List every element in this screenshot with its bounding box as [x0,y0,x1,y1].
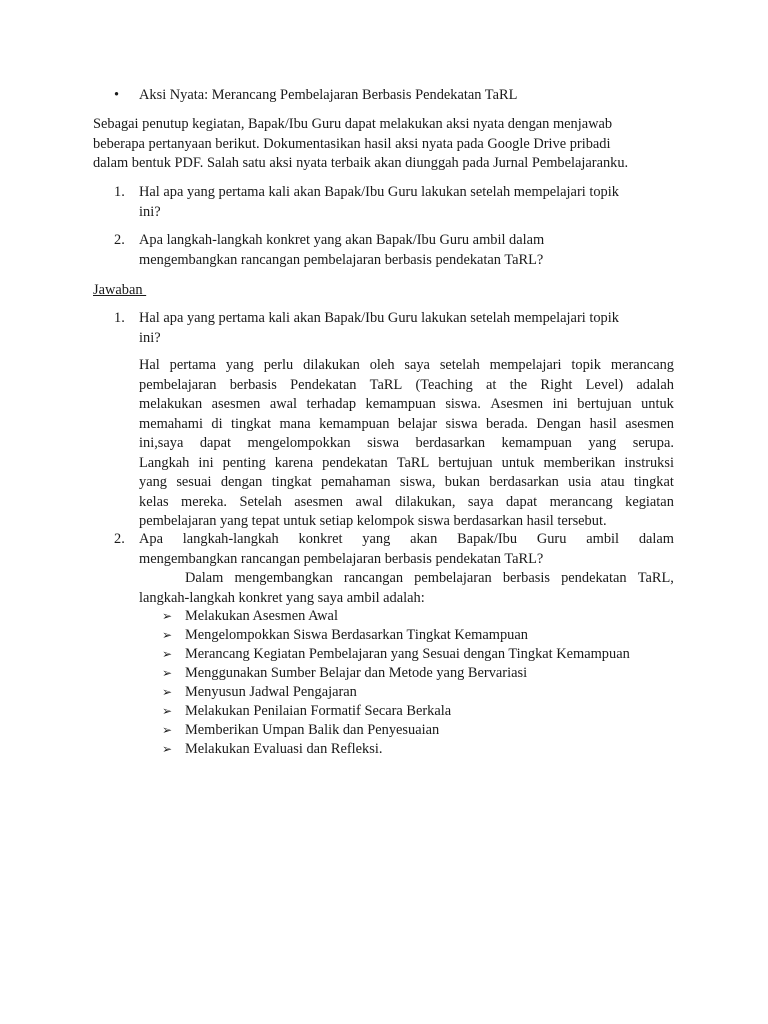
word: berbasis [229,376,277,393]
word: kemampuan [319,415,390,432]
word: langkah-langkah [182,531,279,547]
question-line: mengembangkan rancangan pembelajaran berbasis pendekatan TaRL? [139,550,544,567]
word: Level) [585,376,624,393]
word: berada. [485,415,528,432]
answer-line: pembelajaran yang tepat untuk setiap kelompok siswa berdasarkan hasil tersebut. [139,513,607,529]
step-text: Merancang Kegiatan Pembelajaran yang Sesuai dengan Tingkat Kemampuan [185,646,630,662]
word: pemahaman [321,474,391,490]
word: the [509,376,528,393]
answer-1-question [114,309,676,348]
steps-list [162,607,682,759]
question-2 [114,231,676,270]
arrow-bullet-icon: ➢ [162,647,173,661]
word: oleh [369,357,395,373]
word: berbasis [502,570,550,586]
arrow-bullet-icon: ➢ [162,704,173,718]
word: memberikan [543,454,616,471]
step-text: Menyusun Jadwal Pengajaran [185,684,357,700]
word: awal [355,493,383,510]
word: karena [274,454,314,471]
word: mana [279,415,311,432]
word: hasil [589,415,617,432]
word: mempelajari [489,357,562,373]
word: dilakukan [303,357,360,373]
word: siswa. [445,396,481,412]
answer-line [139,395,674,415]
intro-line [139,569,674,589]
word: penting [222,454,266,471]
arrow-bullet-icon: ➢ [162,628,173,642]
word: pendekatan [561,570,627,586]
word: memahami [139,415,203,432]
step-text: Memberikan Umpan Balik dan Penyesuaian [185,722,440,738]
word: Langkah [139,454,190,471]
answer-line [139,434,674,454]
word: di [211,415,223,432]
word: Dengan [536,415,582,432]
answer-line [139,493,674,513]
word: Pendekatan [290,376,357,393]
word: pertama [169,357,216,373]
arrow-bullet-icon: ➢ [162,609,173,623]
word: asesmen [625,415,674,432]
answer-line [139,454,674,474]
arrow-bullet-icon: ➢ [162,742,173,756]
word: (Teaching [415,376,473,393]
word: mengelompokkan [247,435,351,451]
word: ini [198,454,214,471]
word: TaRL [396,454,430,471]
word: Dalam [185,570,224,586]
word: topik [571,357,602,373]
word: awal [269,396,298,412]
word: yang [588,435,617,451]
word: asesmen [294,493,344,510]
word: TaRL, [637,570,674,586]
step-text: Mengelompokkan Siswa Berdasarkan Tingkat Kemampuan [185,627,528,643]
word: dalam [638,531,674,547]
word: kelas [139,493,169,510]
intro-line: langkah-langkah konkret yang saya ambil adalah: [139,589,425,606]
word: akan [410,531,438,547]
question-line: ini? [139,203,161,220]
word: bertujuan [438,454,493,471]
word: ini,saya [139,435,184,451]
list-item [162,645,682,664]
jawaban-label: Jawaban [93,282,147,298]
question-1 [114,183,676,222]
word: terhadap [306,396,357,412]
word: Bapak/Ibu [457,531,518,547]
word: dengan [220,474,263,490]
word: adalah [636,376,674,393]
answer-line [139,356,674,376]
arrow-bullet-icon: ➢ [162,685,173,699]
word: pendekatan [322,454,388,471]
word: usia [568,474,592,490]
word: kegiatan [625,493,674,510]
word: dilakukan, [395,493,456,510]
section-heading-text: Aksi Nyata: Merancang Pembelajaran Berbasis Pendekatan TaRL [139,87,518,103]
word: rancangan [343,570,404,586]
word: Hal [139,357,160,373]
word: konkret [298,531,343,547]
intro-paragraph [93,115,677,174]
word: pembelajaran [414,570,492,586]
word: asesmen [211,396,261,412]
word: dapat [505,493,538,510]
word: Apa [139,531,163,547]
list-item [162,607,682,626]
question-line: Apa langkah-langkah konkret yang akan Bapak/Ibu Guru ambil dalam [139,232,545,248]
word: mengembangkan [234,570,333,586]
list-number: 1. [114,184,125,200]
answer-2-question [114,530,676,569]
word: Guru [536,531,567,547]
question-line [139,530,674,550]
step-text: Melakukan Penilaian Formatif Secara Berkala [185,703,452,719]
word: berdasarkan [415,435,486,451]
word: instruksi [624,454,674,471]
word: mereka. [181,493,227,510]
answer-line [139,415,674,435]
word: dapat [199,435,232,451]
word: pembelajaran [139,376,217,393]
word: setelah [439,357,480,373]
word: Setelah [239,493,282,510]
question-line: mengembangkan rancangan pembelajaran berbasis pendekatan TaRL? [139,251,544,268]
list-item [162,683,682,702]
step-text: Melakukan Evaluasi dan Refleksi. [185,741,383,757]
word: Asesmen [490,396,544,412]
answer-line [139,376,674,396]
word: TaRL [369,376,403,393]
word: merancang [549,493,613,510]
word: ambil [586,531,620,547]
word: siswa, [399,474,436,490]
word: bertujuan [577,396,632,412]
word: tingkat [633,474,674,490]
word: yang [225,357,254,373]
word: bukan [444,474,480,490]
answer-2-intro [139,569,674,608]
list-item [162,702,682,721]
word: serupa. [632,435,674,451]
intro-line: beberapa pertanyaan berikut. Dokumentasikan hasil aksi nyata pada Google Drive pribadi [93,135,611,152]
word: melakukan [139,396,203,412]
question-line: Hal apa yang pertama kali akan Bapak/Ibu Guru lakukan setelah mempelajari topik [139,184,619,200]
question-line: ini? [139,329,161,346]
intro-line: dalam bentuk PDF. Salah satu aksi nyata terbaik akan diunggah pada Jurnal Pembelajaranku. [93,155,629,171]
question-line: Hal apa yang pertama kali akan Bapak/Ibu Guru lakukan setelah mempelajari topik [139,310,619,326]
list-item [162,626,682,645]
list-item [162,740,682,759]
word: siswa [367,435,400,451]
arrow-bullet-icon: ➢ [162,723,173,737]
word: untuk [501,454,535,471]
word: yang [362,531,391,547]
word: yang [139,474,167,490]
word: saya [404,357,430,373]
list-number: 1. [114,310,125,326]
word: sesuai [176,474,212,490]
word: merancang [610,357,674,373]
word: belajar [397,415,438,432]
word: kemampuan [365,396,436,412]
list-number: 2. [114,232,125,248]
word: berdasarkan [489,474,559,490]
answer-1-paragraph [139,356,674,532]
word: tingkat [231,415,272,432]
list-number: 2. [114,531,125,547]
intro-line: Sebagai penutup kegiatan, Bapak/Ibu Guru dapat melakukan aksi nyata dengan menjawab [93,116,613,132]
word: ini [552,396,568,412]
step-text: Melakukan Asesmen Awal [185,608,338,624]
word: atau [600,474,625,490]
word: Right [540,376,573,393]
list-item [162,664,682,683]
list-item [162,721,682,740]
arrow-bullet-icon: ➢ [162,666,173,680]
word: kemampuan [501,435,572,451]
word: at [486,376,497,393]
step-text: Menggunakan Sumber Belajar dan Metode yang Bervariasi [185,665,528,681]
word: perlu [263,357,294,373]
answer-line [139,473,674,493]
word: untuk [641,396,674,412]
word: siswa [445,415,478,432]
word: saya [467,493,494,510]
word: tingkat [271,474,312,490]
bullet-icon: • [114,87,120,103]
